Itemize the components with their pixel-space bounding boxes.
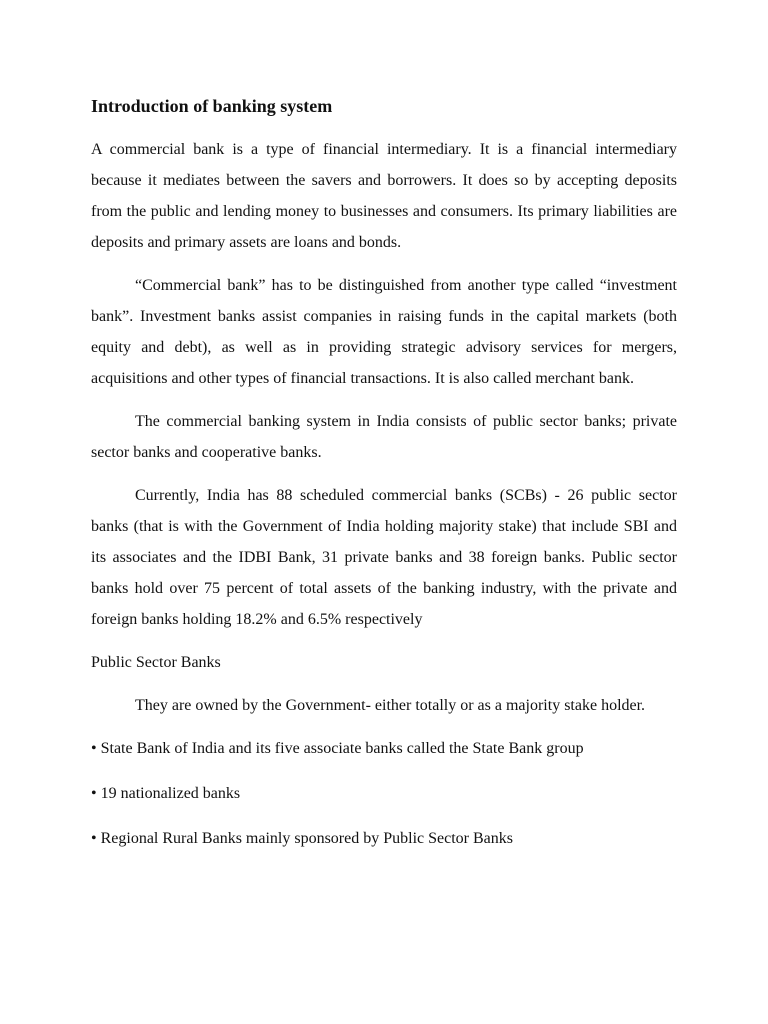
list-item: • State Bank of India and its five associate banks called the State Bank group <box>91 740 584 757</box>
paragraph-scheduled-banks: Currently, India has 88 scheduled commercial banks (SCBs) - 26 public sector banks (that is with the Government of India holding majority stake) that include SBI and its associates and the IDBI Bank, 31 private banks and 38 foreign banks. Public sector banks hold over 75 percent of total assets of the banking industry, with the private and foreign banks holding 18.2% and 6.5% respectively <box>91 487 677 628</box>
paragraph-banking-system-india: The commercial banking system in India consists of public sector banks; private sector banks and cooperative banks. <box>91 413 677 461</box>
list-item: • Regional Rural Banks mainly sponsored by Public Sector Banks <box>91 830 513 847</box>
paragraph-public-sector-ownership: They are owned by the Government- either totally or as a majority stake holder. <box>135 697 646 714</box>
paragraph-commercial-bank: A commercial bank is a type of financial intermediary. It is a financial intermediary because it mediates between the savers and borrowers. It does so by accepting deposits from the public and lending money to businesses and consumers. Its primary liabilities are deposits and primary assets are loans and bonds. <box>91 141 677 251</box>
list-item: • 19 nationalized banks <box>91 785 241 802</box>
paragraph-investment-bank: “Commercial bank” has to be distinguished from another type called “investment bank”. Investment banks assist companies in raising funds in the capital markets (both equity and debt), as well as in providing strategic advisory services for mergers, acquisitions and other types of financial transactions. It is also called merchant bank. <box>91 277 677 387</box>
document-page <box>91 93 677 868</box>
section-heading-public-sector-banks: Public Sector Banks <box>91 654 221 671</box>
document-title: Introduction of banking system <box>91 96 333 116</box>
